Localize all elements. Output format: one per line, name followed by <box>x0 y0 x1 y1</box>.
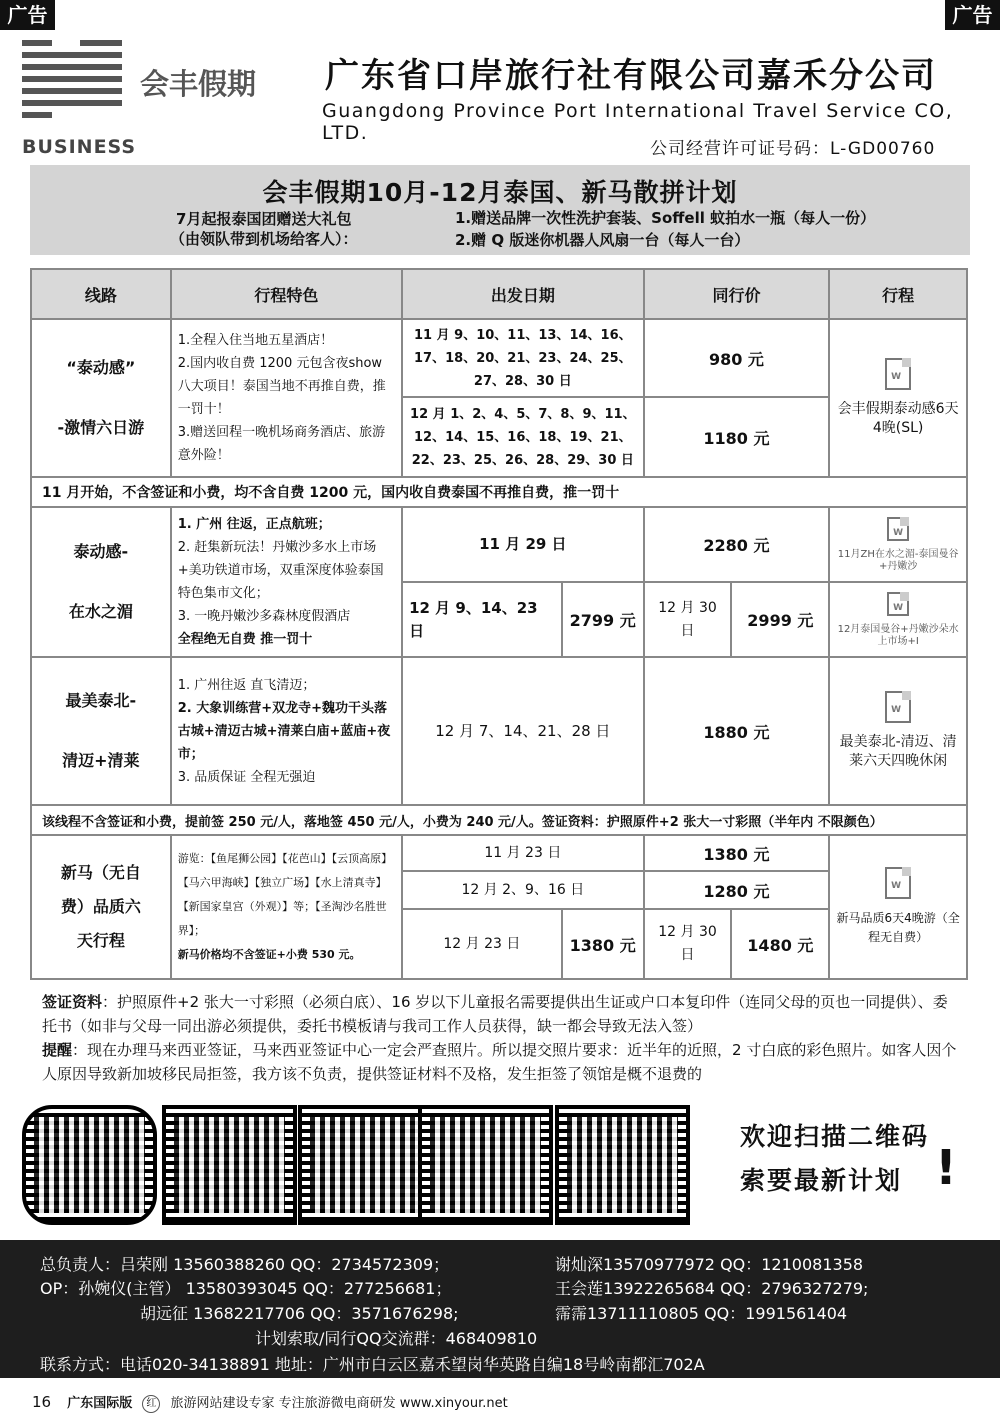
logo-bars <box>22 40 122 118</box>
itinerary-label: 最美泰北-清迈、清莱六天四晚休闲 <box>839 734 957 769</box>
price-cell: 1380 元 <box>562 909 644 979</box>
scan-prompt <box>740 1115 929 1203</box>
contact-row: 总负责人：吕荣刚 13560388260 QQ：2734572309； <box>40 1255 450 1274</box>
gift-intro-line1: 7月起报泰国团赠送大礼包 <box>176 210 352 228</box>
header-features: 行程特色 <box>171 269 402 319</box>
feature-item: 1. 广州往返 直飞清迈； <box>177 677 316 693</box>
route-name-line: 新马（无自 <box>60 863 141 882</box>
price-cell: 980 元 <box>644 319 830 397</box>
route-features <box>171 507 402 657</box>
price-cell: 2999 元 <box>731 582 829 657</box>
qr-code-4[interactable] <box>418 1105 553 1225</box>
feature-item: 3.赠送回程一晚机场商务酒店、旅游意外险！ <box>177 425 386 463</box>
itinerary-label: 12月泰国曼谷+丹嫩沙朵水上市场+I <box>837 623 959 647</box>
itinerary-doc-link[interactable] <box>829 835 967 979</box>
brand-logo <box>22 40 137 158</box>
feature-item: 2. 赶集新玩法！丹嫩沙多水上市场+美功铁道市场，双重深度体验泰国特色集市文化； <box>177 540 384 601</box>
price-cell: 2799 元 <box>562 582 644 657</box>
route-name-line: 费）品质六 <box>60 897 141 916</box>
itinerary-doc-link[interactable] <box>829 657 967 805</box>
visa-label: 签证资料 <box>42 993 103 1011</box>
scan-line-1: 欢迎扫描二维码 <box>740 1122 930 1151</box>
route-note: 该线程不含签证和小费，提前签 250 元/人，落地签 450 元/人，小费为 240 元/人。签证资料：护照原件+2 张大一寸彩照（半年内 不限颜色） <box>31 805 967 835</box>
feature-item: 3. 一晚丹嫩沙多森林度假酒店 <box>177 609 351 624</box>
table-note-row <box>31 477 967 507</box>
company-name-cn: 广东省口岸旅行社有限公司嘉禾分公司 <box>325 56 937 96</box>
route-name-line: 泰动感- <box>73 542 129 561</box>
license-number: 公司经营许可证号码：L-GD00760 <box>650 139 936 159</box>
itinerary-doc-link[interactable] <box>829 319 967 477</box>
price-cell: 1480 元 <box>731 909 829 979</box>
remind-text: ：现在办理马来西亚签证，马来西亚签证中心一定会严查照片。所以提交照片要求：近半年的近照，2 寸白底的彩色照片。如客人因个人原因导致新加坡移民局拒签，我方该不负责，提供签证材料不及格，发生拒签了领馆是概不退费的 <box>42 1041 957 1083</box>
word-doc-icon: W <box>885 691 911 723</box>
departure-dates: 12 月 30 日 <box>644 582 732 657</box>
feature-item: 2. 大象训练营+双龙寺+魏功干头落古城+清迈古城+清莱白庙+蓝庙+夜市； <box>177 700 391 762</box>
feature-item: 3. 品质保证 全程无强迫 <box>177 769 316 785</box>
route-name <box>31 835 171 979</box>
company-name-en: Guangdong Province Port International Travel Service CO, LTD. <box>322 100 954 144</box>
contact-row: OP：孙婉仪(主管） 13580393045 QQ：277256681； <box>40 1279 452 1298</box>
route-name-line: -激情六日游 <box>57 418 145 437</box>
table-row <box>31 835 967 871</box>
ad-tag-left: 广告 <box>0 0 55 30</box>
feature-item: 1.全程入住当地五星酒店！ <box>177 333 334 348</box>
departure-dates: 12 月 1、2、4、5、7、8、9、11、12、14、15、16、18、19、21、22、23、25、26、28、29、30 日 <box>402 397 644 477</box>
route-name-line: “泰动感” <box>66 358 136 377</box>
itinerary-doc-link[interactable] <box>829 507 967 582</box>
route-name-line: 最美泰北- <box>65 691 137 710</box>
feature-item: 全程绝无自费 推一罚十 <box>177 632 313 647</box>
price-cell: 1880 元 <box>644 657 830 805</box>
route-name-line: 天行程 <box>76 931 125 950</box>
brand-name: 会丰假期 <box>140 67 257 101</box>
itinerary-doc-link[interactable] <box>829 582 967 657</box>
contact-row: 霈霈13711110805 QQ：1991561404 <box>555 1304 848 1323</box>
route-name-line: 清迈+清莱 <box>62 751 140 770</box>
contact-row: 王会莲13922265684 QQ：2796327279; <box>555 1279 869 1298</box>
contact-row: 胡远征 13682217706 QQ：3571676298; <box>140 1304 459 1323</box>
table-row <box>31 319 967 397</box>
header-route: 线路 <box>31 269 171 319</box>
route-name <box>31 657 171 805</box>
route-name <box>31 319 171 477</box>
remind-label: 提醒 <box>42 1041 73 1059</box>
route-table <box>30 268 968 980</box>
departure-dates: 12 月 9、14、23 日 <box>402 582 562 657</box>
route-features <box>171 657 402 805</box>
word-doc-icon: W <box>887 592 909 616</box>
scan-line-2: 索要最新计划 <box>740 1166 903 1195</box>
departure-dates: 12 月 7、14、21、28 日 <box>402 657 644 805</box>
qr-code-1[interactable] <box>22 1105 157 1225</box>
footer-slogan: 旅游网站建设专家 专注旅游微电商研发 www.xinyour.net <box>170 1396 508 1411</box>
route-name-line: 在水之湄 <box>68 602 133 621</box>
route-features <box>171 319 402 477</box>
itinerary-label: 会丰假期泰动感6天4晚(SL) <box>837 401 959 436</box>
gift-intro-line2: （由领队带到机场给客人）： <box>170 230 358 248</box>
feature-item: 2.国内收自费 1200 元包含夜show 八大项目！泰国当地不再推自费，推一罚十！ <box>177 356 386 417</box>
departure-dates: 11 月 9、10、11、13、14、16、17、18、20、21、23、24、25、27、28、30 日 <box>402 319 644 397</box>
route-features <box>171 835 402 979</box>
qr-code-3[interactable] <box>298 1105 433 1225</box>
price-cell: 1380 元 <box>644 835 830 871</box>
header-itinerary: 行程 <box>829 269 967 319</box>
contact-panel <box>0 1240 1000 1378</box>
price-cell: 1280 元 <box>644 871 830 909</box>
qq-group: 计划索取/同行QQ交流群：468409810 <box>255 1329 538 1348</box>
feature-item: 1. 广州 往返，正点航班； <box>177 517 331 532</box>
footer-section: 广东国际版 <box>67 1396 133 1411</box>
itinerary-label: 新马品质6天4晚游（全程无自费） <box>836 911 960 944</box>
visa-text: ：护照原件+2 张大一寸彩照（必须白底）、16 岁以下儿童报名需要提供出生证或户口本复印件（连同父母的页也一同提供）、委托书（如非与父母一同出游必须提供，委托书模板请与我司工作人员获得，缺一都会导致无法入签） <box>42 993 948 1035</box>
header-dates: 出发日期 <box>402 269 644 319</box>
exclamation-mark: ! <box>935 1140 957 1196</box>
qr-code-5[interactable] <box>555 1105 690 1225</box>
gift-item-2: 2.赠 Q 版迷你机器人风扇一台（每人一台） <box>455 231 750 249</box>
ad-tag-right: 广告 <box>945 0 1000 30</box>
departure-dates: 12 月 2、9、16 日 <box>402 871 644 909</box>
table-header-row <box>31 269 967 319</box>
feature-item: 新马价格均不含签证+小费 530 元。 <box>177 948 361 961</box>
price-cell: 1180 元 <box>644 397 830 477</box>
page-footer <box>32 1392 508 1413</box>
qr-code-2[interactable] <box>162 1105 297 1225</box>
route-note: 11 月开始，不含签证和小费，均不含自费 1200 元，国内收自费泰国不再推自费，推一罚十 <box>31 477 967 507</box>
contact-row: 谢灿深13570977972 QQ：1210081358 <box>555 1255 864 1274</box>
banner-title: 会丰假期10月-12月泰国、新马散拼计划 <box>262 178 738 207</box>
itinerary-label: 11月ZH在水之湄-泰国曼谷+丹嫩沙 <box>837 548 959 572</box>
table-row <box>31 507 967 582</box>
feature-item: 游览：【鱼尾狮公园】【花芭山】【云顶高原】【马六甲海峡】【独立广场】【水上清真寺】【新国家皇宫（外观）】等；【圣淘沙名胜世界】； <box>177 852 393 937</box>
visa-requirements <box>42 990 962 1086</box>
gift-intro <box>170 209 358 249</box>
table-note-row <box>31 805 967 835</box>
table-row <box>31 657 967 805</box>
header-price: 同行价 <box>644 269 830 319</box>
price-cell: 2280 元 <box>644 507 830 582</box>
promo-banner <box>30 165 970 255</box>
departure-dates: 12 月 30 日 <box>644 909 732 979</box>
address-line: 联系方式：电话020-34138891 地址：广州市白云区嘉禾望岗华英路自编18号岭南都汇702A <box>40 1355 705 1374</box>
page-number: 16 <box>32 1393 52 1411</box>
gift-item-1: 1.赠送品牌一次性洗护套装、Soffell 蚊拍水一瓶（每人一份） <box>455 209 876 227</box>
route-name <box>31 507 171 657</box>
departure-dates: 12 月 23 日 <box>402 909 562 979</box>
departure-dates: 11 月 29 日 <box>402 507 644 582</box>
gift-list <box>455 207 875 251</box>
word-doc-icon: W <box>885 867 911 899</box>
logo-caption: BUSINESS <box>22 136 137 158</box>
word-doc-icon: W <box>885 358 911 390</box>
departure-dates: 11 月 23 日 <box>402 835 644 871</box>
footer-mark-icon: 红 <box>142 1395 160 1413</box>
word-doc-icon: W <box>887 517 909 541</box>
